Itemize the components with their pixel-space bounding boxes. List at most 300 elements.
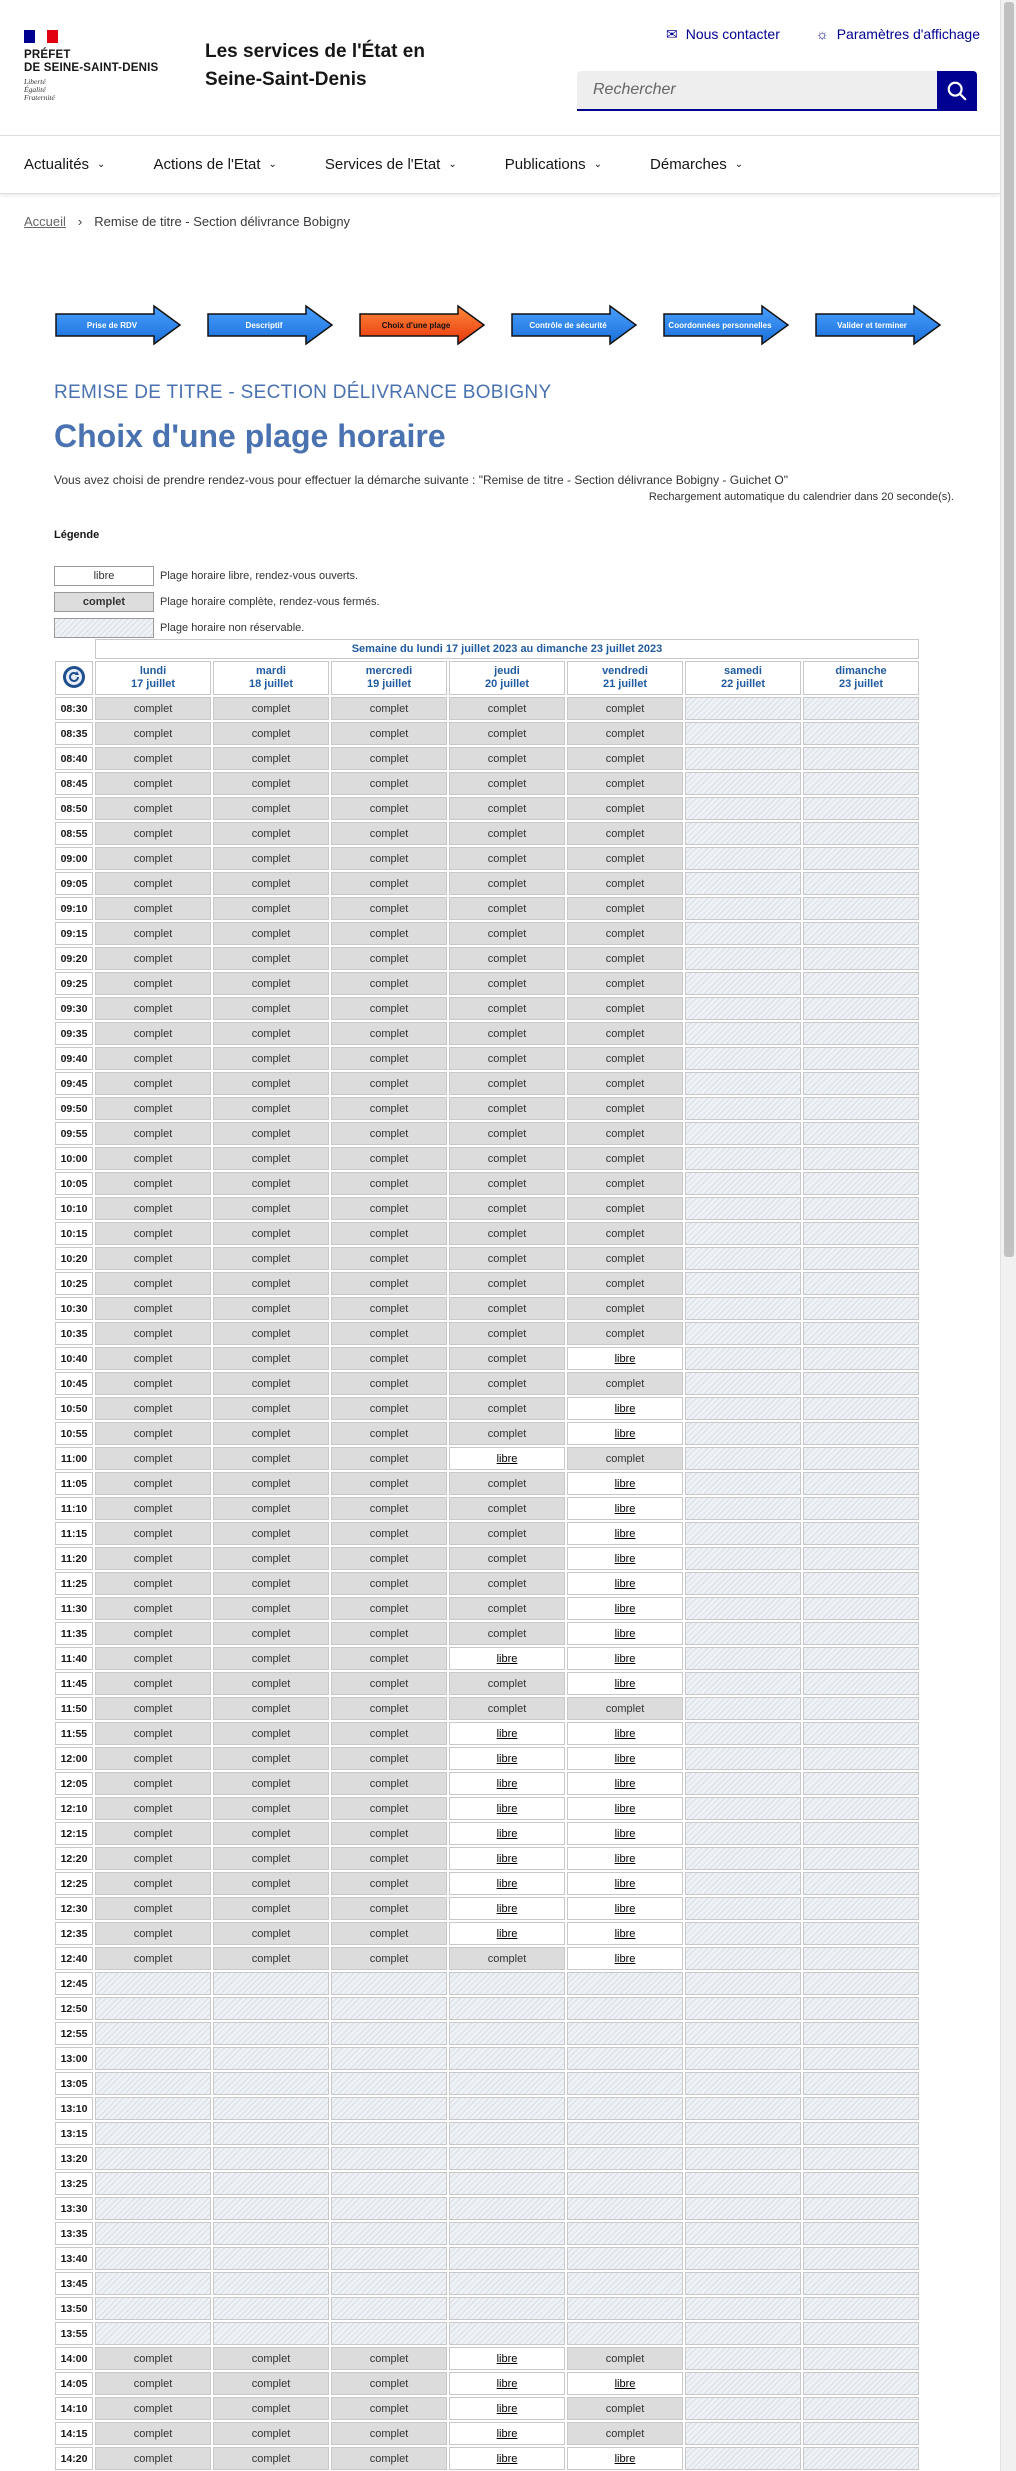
slot-non-reservable bbox=[685, 1047, 801, 1070]
slot-complet: complet bbox=[95, 722, 211, 745]
slot-libre[interactable]: libre bbox=[567, 1472, 683, 1495]
slot-non-reservable bbox=[685, 1872, 801, 1895]
refresh-button[interactable] bbox=[55, 661, 93, 695]
slot-libre[interactable]: libre bbox=[567, 1422, 683, 1445]
slot-non-reservable bbox=[685, 897, 801, 920]
day-date: 22 juillet bbox=[720, 678, 766, 690]
slot-non-reservable bbox=[685, 722, 801, 745]
slot-libre[interactable]: libre bbox=[567, 1747, 683, 1770]
slot-complet: complet bbox=[331, 1397, 447, 1420]
slot-non-reservable bbox=[685, 2097, 801, 2120]
slot-libre[interactable]: libre bbox=[567, 2372, 683, 2395]
time-row bbox=[55, 2047, 919, 2070]
time-label: 13:30 bbox=[55, 2197, 93, 2220]
slot-complet: complet bbox=[95, 1222, 211, 1245]
reload-notice: Rechargement automatique du calendrier dans 20 seconde(s). bbox=[648, 491, 954, 503]
slot-non-reservable bbox=[803, 2122, 919, 2145]
slot-libre[interactable]: libre bbox=[567, 1672, 683, 1695]
slot-complet: complet bbox=[213, 1247, 329, 1270]
slot-complet: complet bbox=[213, 1797, 329, 1820]
slot-non-reservable bbox=[685, 1572, 801, 1595]
slot-libre[interactable]: libre bbox=[567, 1922, 683, 1945]
slot-complet: complet bbox=[567, 1322, 683, 1345]
time-label: 09:45 bbox=[55, 1072, 93, 1095]
time-label: 09:30 bbox=[55, 997, 93, 1020]
slot-non-reservable bbox=[803, 1322, 919, 1345]
time-row bbox=[55, 2397, 919, 2420]
slot-libre[interactable]: libre bbox=[449, 1922, 565, 1945]
slot-libre[interactable]: libre bbox=[567, 2447, 683, 2470]
slot-non-reservable bbox=[803, 1472, 919, 1495]
time-row bbox=[55, 1922, 919, 1945]
slot-non-reservable bbox=[803, 847, 919, 870]
slot-complet: complet bbox=[213, 1522, 329, 1545]
time-label: 08:55 bbox=[55, 822, 93, 845]
slot-complet: complet bbox=[331, 1497, 447, 1520]
day-name: mardi bbox=[256, 665, 286, 677]
time-label: 12:10 bbox=[55, 1797, 93, 1820]
slot-complet: complet bbox=[331, 1322, 447, 1345]
time-label: 13:00 bbox=[55, 2047, 93, 2070]
legend-text-complet: Plage horaire complète, rendez-vous fermés. bbox=[160, 596, 380, 608]
slot-complet: complet bbox=[213, 1422, 329, 1445]
time-label: 13:10 bbox=[55, 2097, 93, 2120]
slot-libre[interactable]: libre bbox=[449, 1447, 565, 1470]
slot-complet: complet bbox=[95, 1897, 211, 1920]
slot-complet: complet bbox=[449, 1172, 565, 1195]
slot-libre[interactable]: libre bbox=[567, 1397, 683, 1420]
day-date: 20 juillet bbox=[484, 678, 530, 690]
time-label: 09:50 bbox=[55, 1097, 93, 1120]
time-row bbox=[55, 1972, 919, 1995]
slot-non-reservable bbox=[685, 1597, 801, 1620]
slot-libre[interactable]: libre bbox=[449, 1897, 565, 1920]
slot-libre[interactable]: libre bbox=[567, 1872, 683, 1895]
slot-complet: complet bbox=[449, 1572, 565, 1595]
display-settings-link[interactable] bbox=[816, 26, 980, 43]
search-input[interactable]: Rechercher bbox=[577, 71, 937, 111]
slot-libre[interactable]: libre bbox=[567, 1722, 683, 1745]
time-label: 09:25 bbox=[55, 972, 93, 995]
slot-non-reservable bbox=[803, 1897, 919, 1920]
day-header-mercredi bbox=[331, 661, 447, 695]
search-icon bbox=[946, 80, 968, 102]
time-label: 11:30 bbox=[55, 1597, 93, 1620]
slot-libre[interactable]: libre bbox=[449, 2372, 565, 2395]
nav-item-label: Actualités bbox=[24, 156, 90, 173]
slot-complet: complet bbox=[567, 1222, 683, 1245]
time-row bbox=[55, 2447, 919, 2470]
time-row bbox=[55, 2272, 919, 2295]
slot-non-reservable bbox=[803, 722, 919, 745]
slot-non-reservable bbox=[685, 2222, 801, 2245]
slot-complet: complet bbox=[449, 972, 565, 995]
slot-non-reservable bbox=[803, 1922, 919, 1945]
main-nav bbox=[0, 136, 1000, 194]
slot-non-reservable bbox=[331, 2297, 447, 2320]
time-label: 13:40 bbox=[55, 2247, 93, 2270]
slot-non-reservable bbox=[331, 2322, 447, 2345]
slot-non-reservable bbox=[685, 2422, 801, 2445]
slot-non-reservable bbox=[95, 2172, 211, 2195]
devise-egalite: Égalité bbox=[24, 85, 46, 94]
contact-link[interactable] bbox=[666, 26, 780, 43]
time-label: 14:10 bbox=[55, 2397, 93, 2420]
page-scrollbar[interactable] bbox=[1000, 0, 1016, 2471]
slot-non-reservable bbox=[803, 2047, 919, 2070]
slot-complet: complet bbox=[449, 922, 565, 945]
slot-non-reservable bbox=[95, 2147, 211, 2170]
slot-complet: complet bbox=[449, 772, 565, 795]
slot-libre[interactable]: libre bbox=[449, 2347, 565, 2370]
slot-complet: complet bbox=[95, 1447, 211, 1470]
time-row bbox=[55, 2347, 919, 2370]
slot-non-reservable bbox=[213, 2122, 329, 2145]
slot-complet: complet bbox=[449, 1697, 565, 1720]
time-label: 12:25 bbox=[55, 1872, 93, 1895]
time-row bbox=[55, 1247, 919, 1270]
slot-non-reservable bbox=[685, 1997, 801, 2020]
slot-complet: complet bbox=[95, 1147, 211, 1170]
slot-libre[interactable]: libre bbox=[567, 1897, 683, 1920]
slot-libre[interactable]: libre bbox=[567, 1522, 683, 1545]
slot-non-reservable bbox=[685, 1822, 801, 1845]
slot-non-reservable bbox=[685, 747, 801, 770]
slot-non-reservable bbox=[567, 2297, 683, 2320]
contact-label: Nous contacter bbox=[685, 26, 780, 42]
slot-non-reservable bbox=[685, 1772, 801, 1795]
slot-complet: complet bbox=[213, 1222, 329, 1245]
slot-libre[interactable]: libre bbox=[567, 1822, 683, 1845]
slot-complet: complet bbox=[95, 1622, 211, 1645]
slot-non-reservable bbox=[803, 1647, 919, 1670]
slot-non-reservable bbox=[685, 1247, 801, 1270]
slot-complet: complet bbox=[213, 1497, 329, 1520]
slot-libre[interactable]: libre bbox=[449, 1722, 565, 1745]
prefet-label-1: PRÉFET bbox=[24, 49, 71, 61]
slot-libre[interactable]: libre bbox=[449, 1847, 565, 1870]
time-row bbox=[55, 1297, 919, 1320]
devise bbox=[24, 78, 164, 102]
slot-non-reservable bbox=[213, 2072, 329, 2095]
slot-non-reservable bbox=[803, 1872, 919, 1895]
slot-non-reservable bbox=[803, 1172, 919, 1195]
slot-complet: complet bbox=[449, 897, 565, 920]
slot-complet: complet bbox=[95, 772, 211, 795]
slot-complet: complet bbox=[213, 2447, 329, 2470]
slot-non-reservable bbox=[685, 1022, 801, 1045]
slot-complet: complet bbox=[213, 1272, 329, 1295]
slot-complet: complet bbox=[449, 947, 565, 970]
nav-item-2[interactable] bbox=[325, 136, 457, 193]
slot-complet: complet bbox=[213, 972, 329, 995]
slot-non-reservable bbox=[567, 2147, 683, 2170]
step-0 bbox=[54, 304, 182, 346]
step-label: Choix d'une plage bbox=[381, 320, 451, 330]
slot-libre[interactable]: libre bbox=[449, 1872, 565, 1895]
time-row bbox=[55, 1097, 919, 1120]
slot-non-reservable bbox=[567, 2097, 683, 2120]
time-row bbox=[55, 1497, 919, 1520]
slot-complet: complet bbox=[331, 1597, 447, 1620]
slot-complet: complet bbox=[449, 1272, 565, 1295]
slot-libre[interactable]: libre bbox=[449, 1822, 565, 1845]
slot-complet: complet bbox=[449, 1372, 565, 1395]
slot-non-reservable bbox=[685, 947, 801, 970]
slot-libre[interactable]: libre bbox=[449, 2447, 565, 2470]
slot-libre[interactable]: libre bbox=[567, 1772, 683, 1795]
time-row bbox=[55, 2372, 919, 2395]
slot-complet: complet bbox=[331, 847, 447, 870]
slot-libre[interactable]: libre bbox=[567, 1797, 683, 1820]
slot-libre[interactable]: libre bbox=[567, 1947, 683, 1970]
slot-complet: complet bbox=[331, 1822, 447, 1845]
slot-non-reservable bbox=[803, 1372, 919, 1395]
slot-complet: complet bbox=[331, 822, 447, 845]
day-header-jeudi bbox=[449, 661, 565, 695]
time-row bbox=[55, 897, 919, 920]
time-label: 13:20 bbox=[55, 2147, 93, 2170]
slot-complet: complet bbox=[331, 897, 447, 920]
slot-complet: complet bbox=[449, 1347, 565, 1370]
slot-non-reservable bbox=[685, 1797, 801, 1820]
legend bbox=[54, 563, 954, 641]
slot-complet: complet bbox=[331, 1672, 447, 1695]
slot-non-reservable bbox=[685, 972, 801, 995]
slot-complet: complet bbox=[95, 1822, 211, 1845]
slot-complet: complet bbox=[95, 1747, 211, 1770]
slot-non-reservable bbox=[685, 997, 801, 1020]
slot-complet: complet bbox=[95, 1872, 211, 1895]
step-label: Valider et terminer bbox=[837, 320, 907, 330]
slot-non-reservable bbox=[803, 1247, 919, 1270]
time-label: 11:25 bbox=[55, 1572, 93, 1595]
slot-complet: complet bbox=[213, 2347, 329, 2370]
slot-non-reservable bbox=[95, 2072, 211, 2095]
slot-complet: complet bbox=[213, 1922, 329, 1945]
nav-item-label: Services de l'Etat bbox=[324, 156, 441, 173]
slot-non-reservable bbox=[685, 1922, 801, 1945]
slot-complet: complet bbox=[213, 2422, 329, 2445]
slot-non-reservable bbox=[213, 2147, 329, 2170]
slot-complet: complet bbox=[449, 1522, 565, 1545]
swatch-libre: libre bbox=[54, 566, 154, 586]
slot-complet: complet bbox=[567, 2397, 683, 2420]
slot-complet: complet bbox=[331, 1122, 447, 1145]
slot-non-reservable bbox=[803, 2172, 919, 2195]
prefet-logo[interactable] bbox=[24, 30, 164, 102]
slot-non-reservable bbox=[449, 2247, 565, 2270]
time-label: 11:55 bbox=[55, 1722, 93, 1745]
breadcrumb-home[interactable]: Accueil bbox=[24, 214, 66, 229]
step-3 bbox=[510, 304, 638, 346]
slot-non-reservable bbox=[803, 1147, 919, 1170]
slot-non-reservable bbox=[449, 2297, 565, 2320]
day-header-lundi bbox=[95, 661, 211, 695]
step-4 bbox=[662, 304, 790, 346]
slot-non-reservable bbox=[685, 1197, 801, 1220]
time-row bbox=[55, 1147, 919, 1170]
slot-libre[interactable]: libre bbox=[567, 1497, 683, 1520]
time-label: 14:20 bbox=[55, 2447, 93, 2470]
slot-complet: complet bbox=[95, 1172, 211, 1195]
day-date: 17 juillet bbox=[130, 678, 176, 690]
slot-complet: complet bbox=[567, 1097, 683, 1120]
time-label: 10:35 bbox=[55, 1322, 93, 1345]
nav-item-0[interactable] bbox=[24, 136, 105, 193]
slot-complet: complet bbox=[95, 872, 211, 895]
slot-libre[interactable]: libre bbox=[449, 1647, 565, 1670]
slot-libre[interactable]: libre bbox=[567, 1347, 683, 1370]
slot-complet: complet bbox=[331, 922, 447, 945]
time-row bbox=[55, 1672, 919, 1695]
slot-non-reservable bbox=[567, 2072, 683, 2095]
slot-non-reservable bbox=[803, 1397, 919, 1420]
slot-complet: complet bbox=[331, 1472, 447, 1495]
calendar-table bbox=[53, 637, 921, 2471]
slot-complet: complet bbox=[567, 922, 683, 945]
refresh-icon bbox=[62, 665, 86, 689]
slot-complet: complet bbox=[331, 1897, 447, 1920]
step-2 bbox=[358, 304, 486, 346]
scrollbar-thumb[interactable] bbox=[1004, 2, 1014, 1257]
time-row bbox=[55, 1447, 919, 1470]
day-name: jeudi bbox=[494, 665, 520, 677]
slot-libre[interactable]: libre bbox=[449, 1797, 565, 1820]
slot-complet: complet bbox=[449, 1497, 565, 1520]
slot-complet: complet bbox=[95, 947, 211, 970]
slot-non-reservable bbox=[685, 2347, 801, 2370]
slot-complet: complet bbox=[567, 697, 683, 720]
slot-non-reservable bbox=[567, 2222, 683, 2245]
slot-non-reservable bbox=[685, 2447, 801, 2470]
time-label: 09:20 bbox=[55, 947, 93, 970]
slot-complet: complet bbox=[213, 772, 329, 795]
time-row bbox=[55, 1597, 919, 1620]
time-row bbox=[55, 697, 919, 720]
time-row bbox=[55, 1022, 919, 1045]
slot-libre[interactable]: libre bbox=[567, 1647, 683, 1670]
slot-complet: complet bbox=[213, 1197, 329, 1220]
slot-non-reservable bbox=[449, 2072, 565, 2095]
slot-complet: complet bbox=[567, 822, 683, 845]
slot-complet: complet bbox=[567, 1172, 683, 1195]
slot-non-reservable bbox=[567, 2197, 683, 2220]
site-title[interactable]: Les services de l'État en Seine-Saint-Denis bbox=[205, 41, 425, 90]
mail-icon: ✉ bbox=[665, 26, 678, 42]
slot-non-reservable bbox=[331, 1972, 447, 1995]
nav-item-1[interactable] bbox=[153, 136, 276, 193]
slot-complet: complet bbox=[449, 1222, 565, 1245]
time-row bbox=[55, 822, 919, 845]
slot-libre[interactable]: libre bbox=[567, 1847, 683, 1870]
slot-non-reservable bbox=[685, 922, 801, 945]
slot-complet: complet bbox=[449, 1122, 565, 1145]
slot-complet: complet bbox=[213, 872, 329, 895]
slot-libre[interactable]: libre bbox=[567, 1622, 683, 1645]
slot-libre[interactable]: libre bbox=[567, 1572, 683, 1595]
slot-non-reservable bbox=[803, 1272, 919, 1295]
slot-complet: complet bbox=[213, 1372, 329, 1395]
slot-complet: complet bbox=[567, 1447, 683, 1470]
slot-non-reservable bbox=[449, 2022, 565, 2045]
time-row bbox=[55, 2072, 919, 2095]
slot-complet: complet bbox=[95, 1097, 211, 1120]
slot-non-reservable bbox=[803, 1947, 919, 1970]
slot-non-reservable bbox=[331, 2022, 447, 2045]
slot-complet: complet bbox=[213, 2397, 329, 2420]
time-label: 14:00 bbox=[55, 2347, 93, 2370]
slot-libre[interactable]: libre bbox=[567, 1597, 683, 1620]
slot-non-reservable bbox=[95, 2022, 211, 2045]
slot-libre[interactable]: libre bbox=[449, 1747, 565, 1770]
time-row bbox=[55, 2197, 919, 2220]
time-label: 11:10 bbox=[55, 1497, 93, 1520]
slot-complet: complet bbox=[567, 1047, 683, 1070]
time-row bbox=[55, 997, 919, 1020]
slot-complet: complet bbox=[213, 1597, 329, 1620]
slot-libre[interactable]: libre bbox=[449, 2422, 565, 2445]
slot-complet: complet bbox=[331, 997, 447, 1020]
slot-non-reservable bbox=[685, 1297, 801, 1320]
slot-complet: complet bbox=[95, 2397, 211, 2420]
slot-libre[interactable]: libre bbox=[567, 1547, 683, 1570]
slot-complet: complet bbox=[213, 1122, 329, 1145]
slot-complet: complet bbox=[449, 1247, 565, 1270]
slot-complet: complet bbox=[449, 847, 565, 870]
slot-non-reservable bbox=[685, 872, 801, 895]
slot-complet: complet bbox=[95, 1397, 211, 1420]
slot-non-reservable bbox=[685, 1422, 801, 1445]
slot-complet: complet bbox=[331, 2447, 447, 2470]
slot-complet: complet bbox=[213, 1822, 329, 1845]
slot-non-reservable bbox=[449, 1997, 565, 2020]
slot-non-reservable bbox=[567, 2247, 683, 2270]
legend-text-libre: Plage horaire libre, rendez-vous ouverts. bbox=[160, 570, 359, 582]
slot-libre[interactable]: libre bbox=[449, 2397, 565, 2420]
slot-complet: complet bbox=[567, 1122, 683, 1145]
time-row bbox=[55, 972, 919, 995]
swatch-non-reservable bbox=[54, 618, 154, 638]
time-label: 11:20 bbox=[55, 1547, 93, 1570]
time-label: 12:30 bbox=[55, 1897, 93, 1920]
slot-complet: complet bbox=[331, 1222, 447, 1245]
slot-complet: complet bbox=[567, 797, 683, 820]
slot-complet: complet bbox=[213, 1172, 329, 1195]
slot-complet: complet bbox=[567, 1022, 683, 1045]
slot-complet: complet bbox=[213, 1472, 329, 1495]
slot-non-reservable bbox=[567, 2172, 683, 2195]
slot-non-reservable bbox=[95, 1972, 211, 1995]
time-row bbox=[55, 922, 919, 945]
slot-non-reservable bbox=[213, 2322, 329, 2345]
slot-complet: complet bbox=[567, 1272, 683, 1295]
slot-non-reservable bbox=[685, 2172, 801, 2195]
slot-complet: complet bbox=[213, 1047, 329, 1070]
time-label: 09:15 bbox=[55, 922, 93, 945]
search-button[interactable] bbox=[937, 71, 977, 111]
week-label: Semaine du lundi 17 juillet 2023 au dimanche 23 juillet 2023 bbox=[95, 639, 919, 659]
nav-item-3[interactable] bbox=[505, 136, 602, 193]
time-label: 09:35 bbox=[55, 1022, 93, 1045]
time-label: 11:05 bbox=[55, 1472, 93, 1495]
day-header-mardi bbox=[213, 661, 329, 695]
slot-complet: complet bbox=[213, 1147, 329, 1170]
nav-item-4[interactable] bbox=[650, 136, 743, 193]
slot-libre[interactable]: libre bbox=[449, 1772, 565, 1795]
slot-complet: complet bbox=[331, 1197, 447, 1220]
slot-complet: complet bbox=[449, 1547, 565, 1570]
